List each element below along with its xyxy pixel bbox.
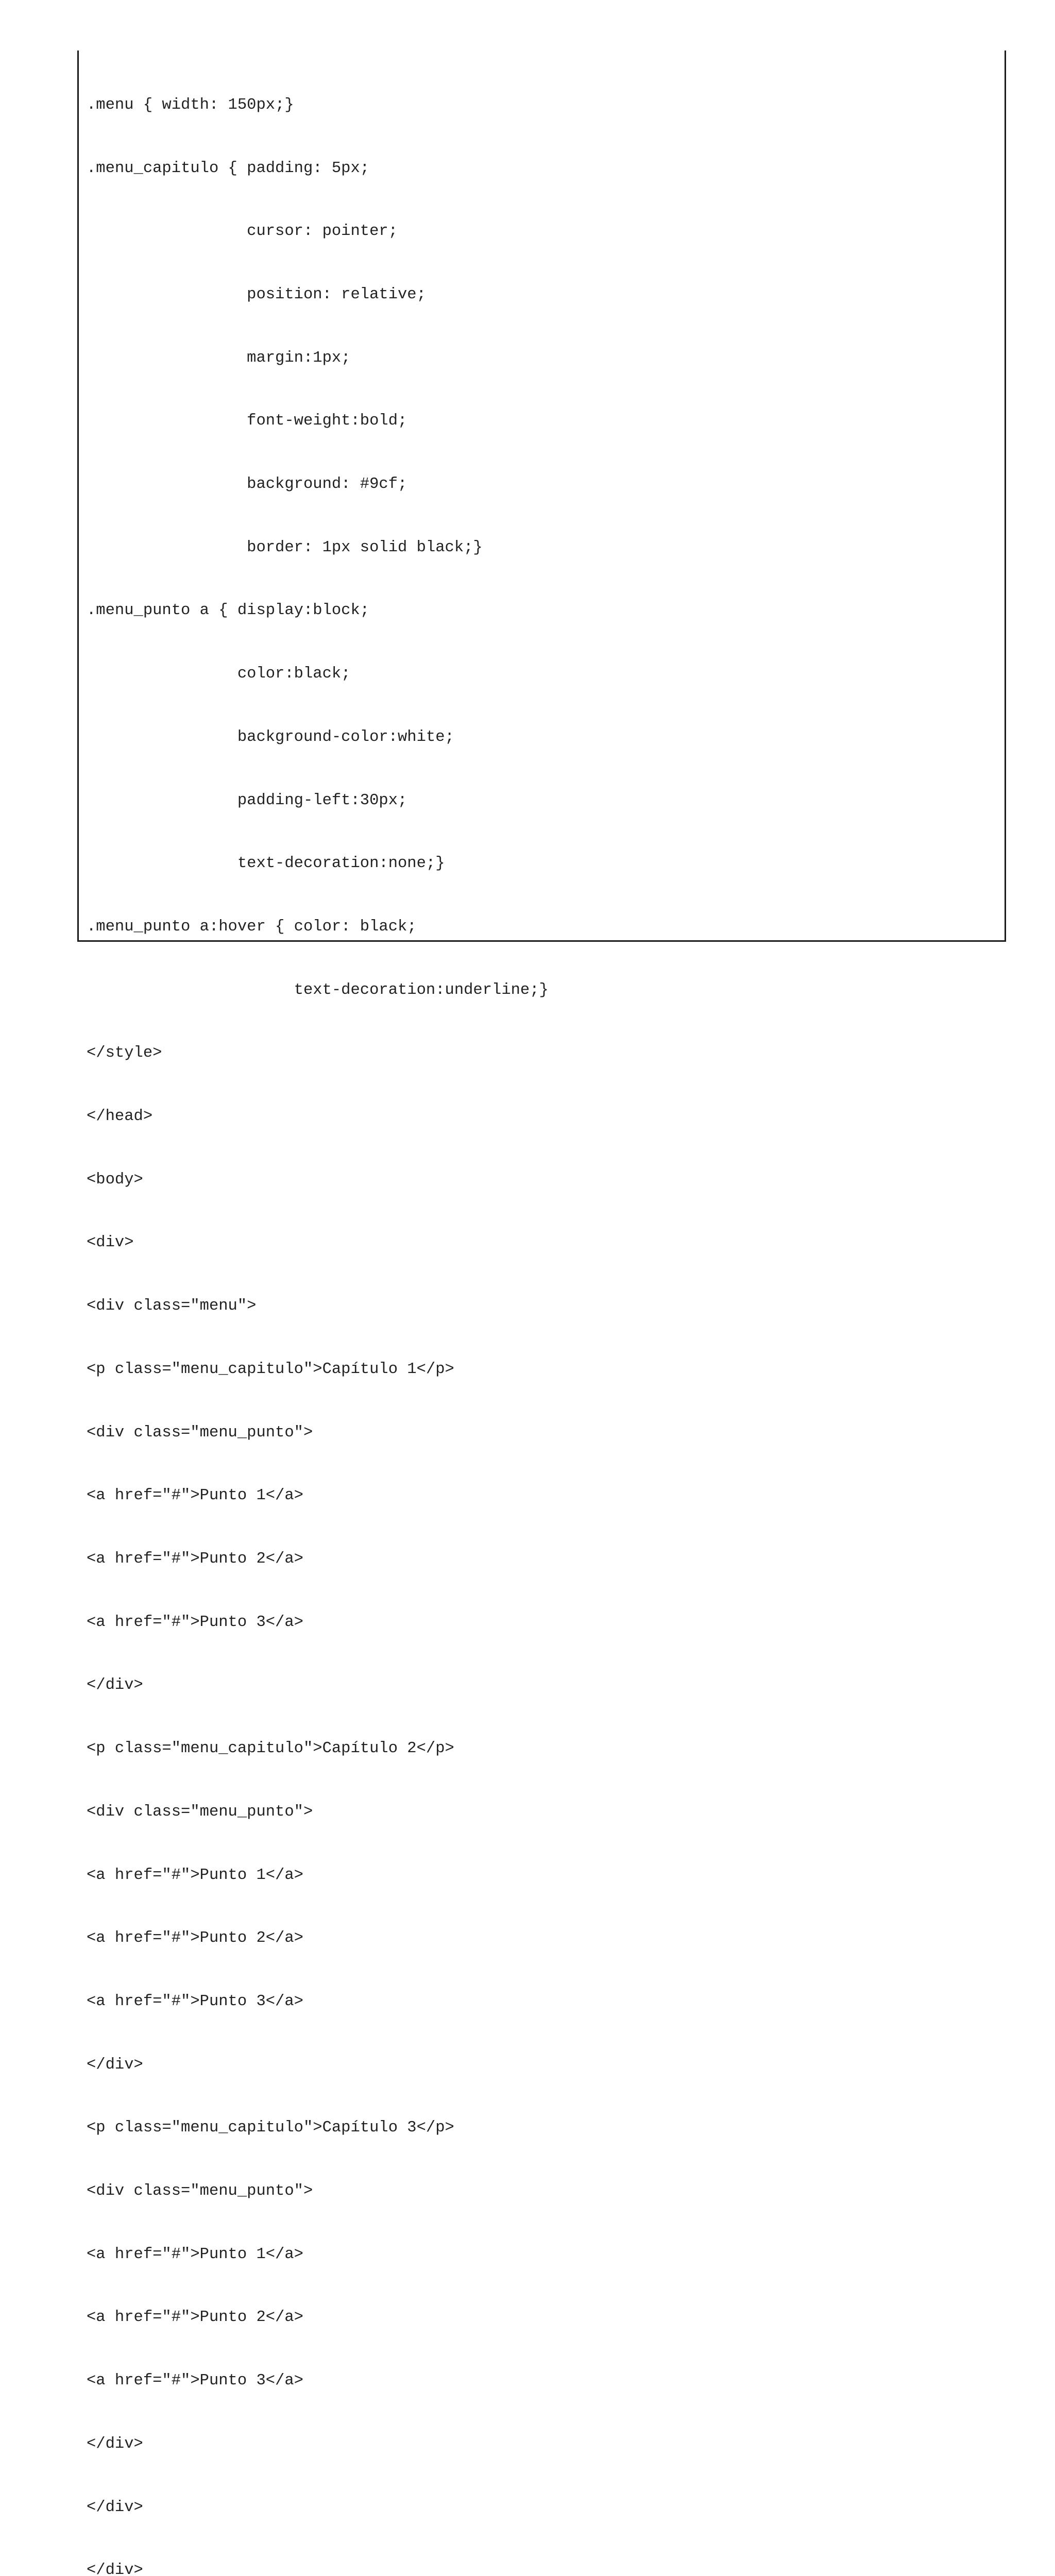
code-line: <a href="#">Punto 1</a> [87,2245,303,2263]
code-line: text-decoration:none;} [87,855,445,873]
code-line: <div class="menu_punto"> [87,1803,313,1821]
code-line: .menu_punto a:hover { color: black; [87,918,417,936]
code-line: cursor: pointer; [87,223,398,241]
code-line: <p class="menu_capitulo">Capítulo 1</p> [87,1360,454,1378]
code-line: </div> [87,2435,143,2453]
code-line: <a href="#">Punto 3</a> [87,1613,303,1631]
code-line: <div class="menu_punto"> [87,2182,313,2200]
code-line: border: 1px solid black;} [87,538,483,556]
code-line: .menu_punto a { display:block; [87,602,370,620]
code-line: <body> [87,1171,143,1189]
code-listing-box [77,50,1006,2576]
code-line: padding-left:30px; [87,791,407,809]
code-line: </div> [87,2498,143,2516]
code-line: </style> [87,1044,162,1062]
code-listing [87,53,549,2576]
code-line: <a href="#">Punto 1</a> [87,1866,303,1884]
code-line: <a href="#">Punto 3</a> [87,1992,303,2010]
code-line: text-decoration:underline;} [87,981,549,999]
code-line: font-weight:bold; [87,412,407,430]
code-line: </div> [87,2562,143,2576]
code-line: background: #9cf; [87,476,407,494]
code-line: .menu { width: 150px;} [87,96,294,114]
code-line: </head> [87,1108,153,1126]
code-line: <div class="menu"> [87,1297,257,1315]
code-line: <a href="#">Punto 2</a> [87,2309,303,2327]
code-line: <p class="menu_capitulo">Capítulo 3</p> [87,2119,454,2137]
code-line: position: relative; [87,285,426,303]
code-line: <p class="menu_capitulo">Capítulo 2</p> [87,1740,454,1758]
code-line: </div> [87,1676,143,1694]
code-line: background-color:white; [87,728,454,746]
code-line: <a href="#">Punto 2</a> [87,1550,303,1568]
code-line: .menu_capitulo { padding: 5px; [87,159,370,177]
code-line: <div class="menu_punto"> [87,1423,313,1442]
code-line: <div> [87,1234,134,1252]
code-line: color:black; [87,665,351,683]
code-line: margin:1px; [87,349,351,367]
code-line: </div> [87,2056,143,2074]
code-line: <a href="#">Punto 1</a> [87,1487,303,1505]
code-line: <a href="#">Punto 3</a> [87,2372,303,2390]
code-line: <a href="#">Punto 2</a> [87,1929,303,1947]
